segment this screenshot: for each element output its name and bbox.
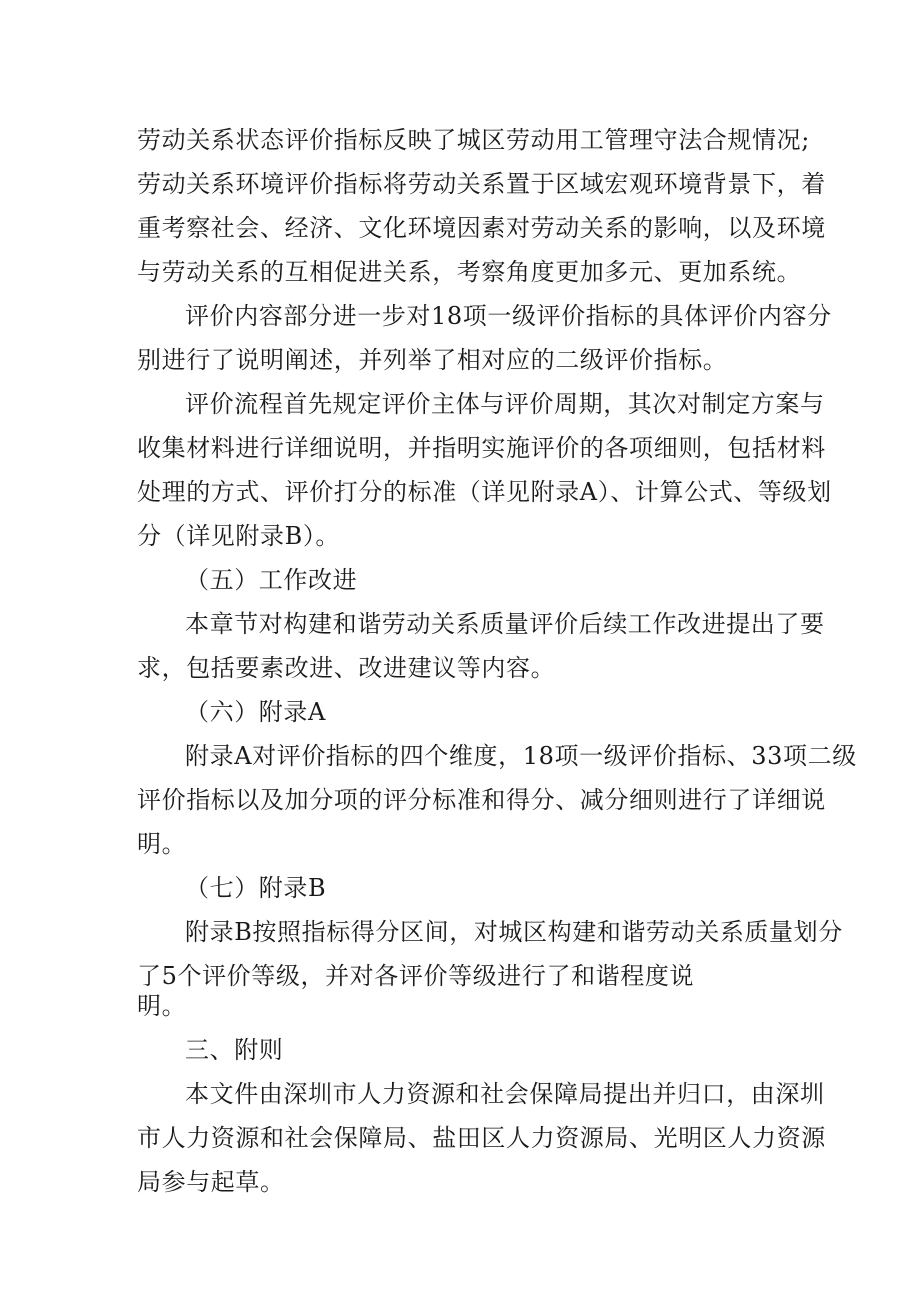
text-line: 局参与起草。 [137, 1168, 285, 1196]
text-line: 劳动关系状态评价指标反映了城区劳动用工管理守法合规情况; [137, 126, 810, 154]
text-line: 别进行了说明阐述，并列举了相对应的二级评价指标。 [137, 346, 728, 374]
text-line: 附录B按照指标得分区间，对城区构建和谐劳动关系质量划分 [185, 918, 843, 946]
section-heading: （五）工作改进 [185, 566, 358, 594]
text-line: 附录A对评价指标的四个维度，18项一级评价指标、33项二级 [185, 742, 857, 770]
text-line: 评价流程首先规定评价主体与评价周期，其次对制定方案与 [185, 390, 825, 418]
text-line: 重考察社会、经济、文化环境因素对劳动关系的影响，以及环境 [137, 214, 826, 242]
text-line: 收集材料进行详细说明，并指明实施评价的各项细则，包括材料 [137, 434, 826, 462]
section-heading: 三、附则 [185, 1036, 284, 1064]
text-line: 评价内容部分进一步对18项一级评价指标的具体评价内容分 [185, 302, 832, 330]
text-line: 本章节对构建和谐劳动关系质量评价后续工作改进提出了要 [185, 610, 825, 638]
text-line: 处理的方式、评价打分的标准（详见附录A）、计算公式、等级划 [137, 478, 832, 506]
text-line: 市人力资源和社会保障局、盐田区人力资源局、光明区人力资源 [137, 1124, 826, 1152]
text-line: 明。 [137, 992, 187, 1020]
text-line: 明。 [137, 830, 187, 858]
text-line: 本文件由深圳市人力资源和社会保障局提出并归口，由深圳 [185, 1080, 825, 1108]
text-line: 了5个评价等级，并对各评价等级进行了和谐程度说 [137, 962, 695, 990]
text-line: 劳动关系环境评价指标将劳动关系置于区域宏观环境背景下，着 [137, 170, 826, 198]
section-heading: （六）附录A [185, 698, 326, 726]
section-heading: （七）附录B [185, 874, 327, 902]
text-line: 与劳动关系的互相促进关系，考察角度更加多元、更加系统。 [137, 258, 802, 286]
text-line: 求，包括要素改进、改进建议等内容。 [137, 654, 556, 682]
text-line: 分（详见附录B）。 [137, 522, 341, 550]
text-line: 评价指标以及加分项的评分标准和得分、减分细则进行了详细说 [137, 786, 826, 814]
